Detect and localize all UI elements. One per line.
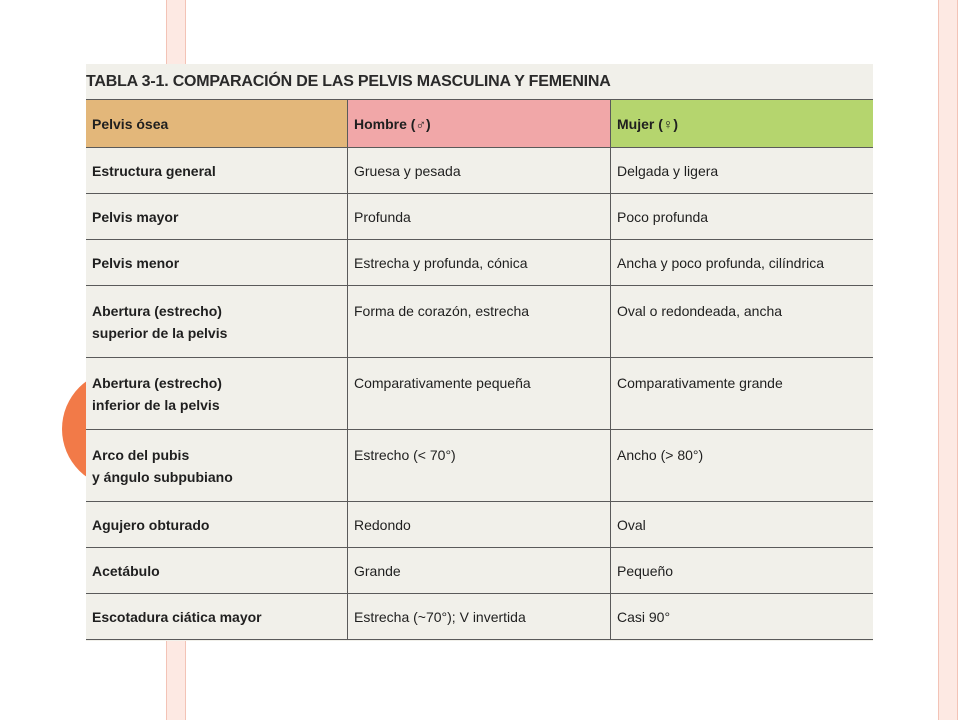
slide-right-decorative-band xyxy=(938,0,958,720)
cell-hombre: Gruesa y pesada xyxy=(347,148,610,194)
cell-mujer: Ancho (> 80°) xyxy=(610,430,873,502)
header-pelvis-osea: Pelvis ósea xyxy=(86,100,347,148)
row-label: Acetábulo xyxy=(86,548,347,594)
cell-mujer: Oval o redondeada, ancha xyxy=(610,286,873,358)
cell-hombre: Estrecha y profunda, cónica xyxy=(347,240,610,286)
cell-hombre: Forma de corazón, estrecha xyxy=(347,286,610,358)
cell-hombre: Grande xyxy=(347,548,610,594)
cell-hombre: Redondo xyxy=(347,502,610,548)
row-label: Estructura general xyxy=(86,148,347,194)
cell-mujer: Delgada y ligera xyxy=(610,148,873,194)
cell-hombre: Estrecho (< 70°) xyxy=(347,430,610,502)
header-mujer: Mujer (♀) xyxy=(610,100,873,148)
row-label: Abertura (estrecho) inferior de la pelvis xyxy=(86,358,347,430)
cell-mujer: Pequeño xyxy=(610,548,873,594)
table-title: TABLA 3-1. COMPARACIÓN DE LAS PELVIS MASCULINA Y FEMENINA xyxy=(86,73,611,90)
row-label: Pelvis mayor xyxy=(86,194,347,240)
cell-mujer: Casi 90° xyxy=(610,594,873,640)
row-label: Escotadura ciática mayor xyxy=(86,594,347,640)
cell-mujer: Poco profunda xyxy=(610,194,873,240)
cell-hombre: Comparativamente pequeña xyxy=(347,358,610,430)
comparison-table xyxy=(86,99,873,640)
cell-hombre: Estrecha (~70°); V invertida xyxy=(347,594,610,640)
row-label: Pelvis menor xyxy=(86,240,347,286)
row-label: Arco del pubis y ángulo subpubiano xyxy=(86,430,347,502)
cell-mujer: Oval xyxy=(610,502,873,548)
header-hombre: Hombre (♂) xyxy=(347,100,610,148)
cell-mujer: Comparativamente grande xyxy=(610,358,873,430)
cell-hombre: Profunda xyxy=(347,194,610,240)
pelvis-comparison-table-image xyxy=(86,64,873,641)
row-label: Agujero obturado xyxy=(86,502,347,548)
row-label: Abertura (estrecho) superior de la pelvis xyxy=(86,286,347,358)
cell-mujer: Ancha y poco profunda, cilíndrica xyxy=(610,240,873,286)
